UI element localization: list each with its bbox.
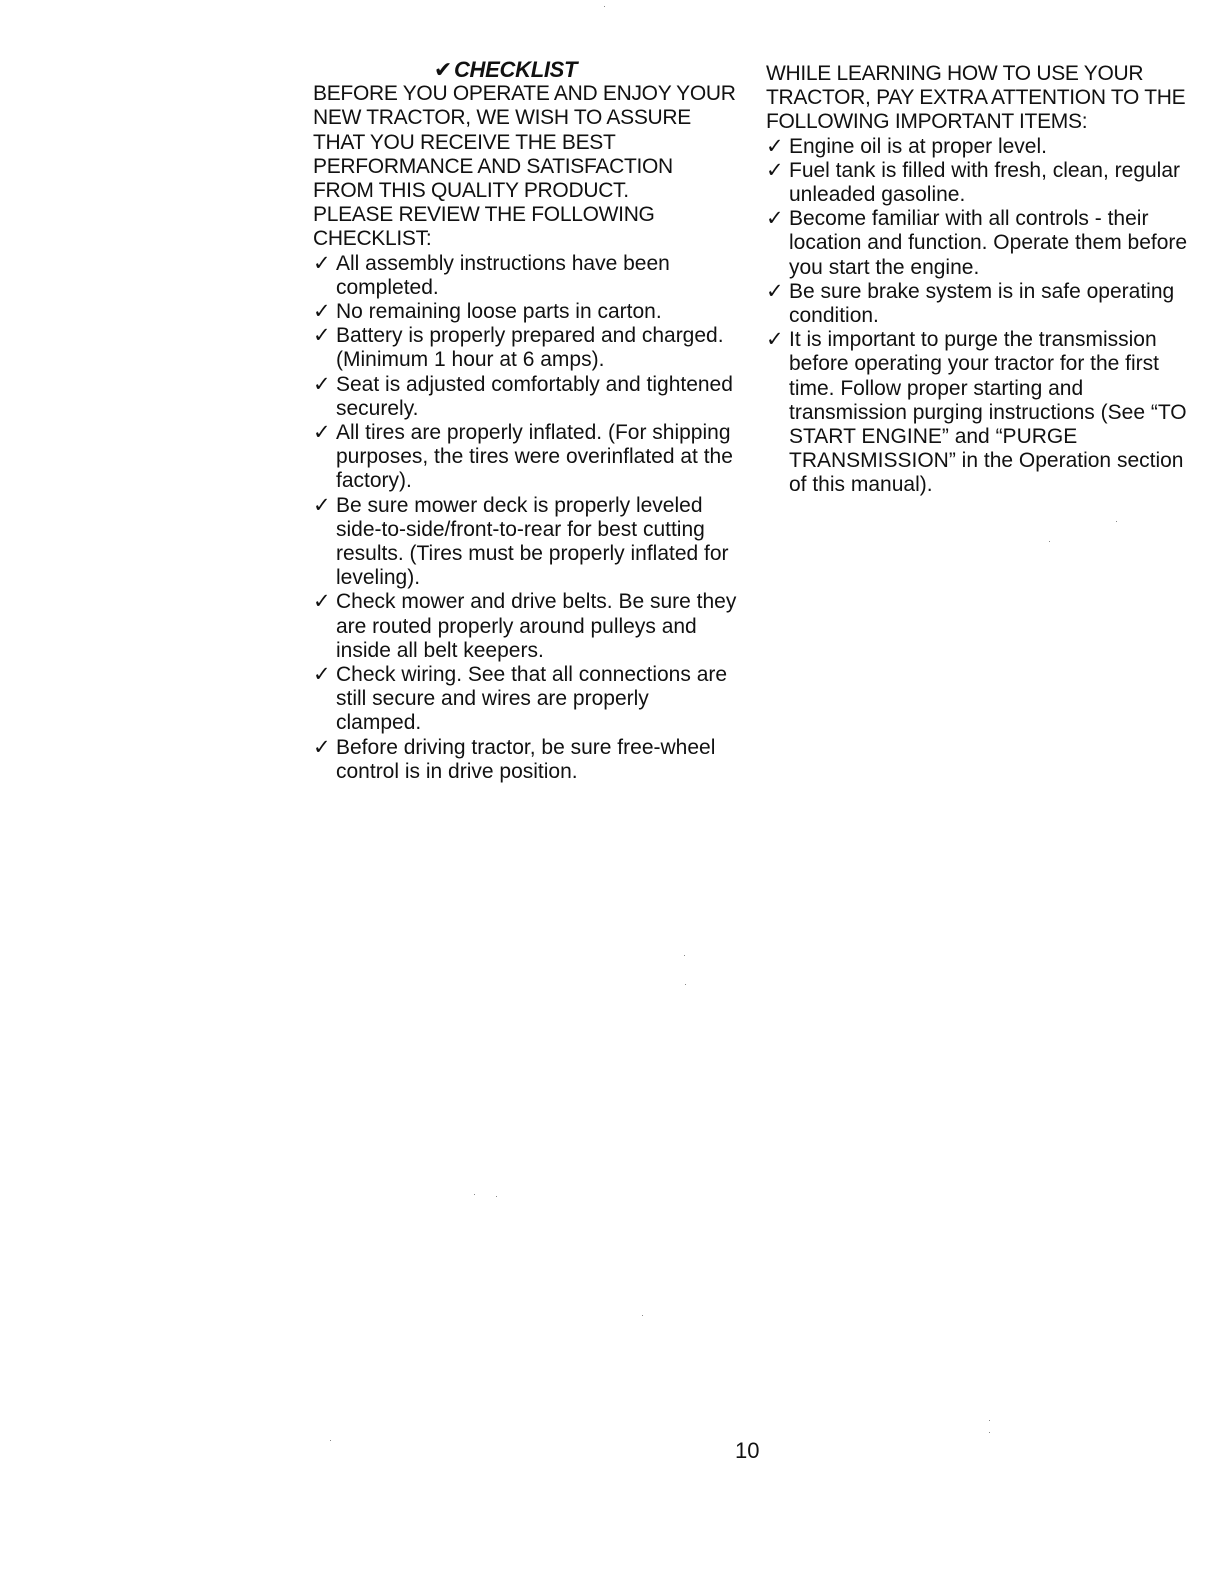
check-mark-icon: ✓	[766, 158, 784, 182]
list-item	[313, 663, 738, 736]
scan-speck	[642, 1315, 643, 1316]
check-mark-icon: ✓	[313, 372, 331, 396]
list-item	[313, 252, 738, 300]
left-column	[313, 58, 738, 784]
scan-speck	[474, 1194, 475, 1195]
check-mark-icon: ✔	[433, 57, 452, 82]
scan-speck	[604, 6, 605, 7]
checklist-intro: BEFORE YOU OPERATE AND ENJOY YOUR NEW TRACTOR, WE WISH TO ASSURE THAT YOU RECEIVE THE BEST PERFORMANCE AND SATISFACTION FROM THIS QUALITY PRODUCT.	[313, 82, 736, 203]
scan-speck	[685, 984, 686, 985]
list-item-text: Be sure brake system is in safe operating condition.	[789, 279, 1175, 328]
list-item-text: Become familiar with all controls - their location and function. Operate them before you start the engine.	[789, 207, 1188, 279]
check-mark-icon: ✓	[313, 251, 331, 275]
scan-speck	[1116, 521, 1117, 522]
list-item-text: Fuel tank is filled with fresh, clean, regular unleaded gasoline.	[789, 158, 1181, 207]
list-item-text: Before driving tractor, be sure free-wheel control is in drive position.	[336, 735, 716, 783]
scan-speck	[989, 1432, 990, 1433]
list-item-text: All tires are properly inflated. (For shipping purposes, the tires were overinflated at the factory).	[336, 421, 733, 493]
list-item-text: Battery is properly prepared and charged. (Minimum 1 hour at 6 amps).	[336, 324, 724, 372]
list-item-text: No remaining loose parts in carton.	[336, 300, 662, 324]
checklist-heading-text: CHECKLIST	[453, 57, 578, 82]
page-number: 10	[735, 1438, 760, 1463]
list-item	[766, 135, 1196, 159]
checklist-heading	[313, 58, 738, 82]
list-item	[313, 324, 738, 372]
check-mark-icon: ✓	[766, 279, 784, 303]
list-item	[766, 159, 1196, 207]
list-item	[313, 590, 738, 663]
check-mark-icon: ✓	[313, 663, 331, 687]
scan-speck	[989, 1420, 990, 1421]
list-item	[313, 736, 738, 784]
list-item-text: Seat is adjusted comfortably and tightened securely.	[336, 372, 733, 420]
check-mark-icon: ✓	[313, 493, 331, 517]
check-mark-icon: ✓	[766, 207, 784, 231]
check-mark-icon: ✓	[313, 300, 331, 324]
list-item-text: Check wiring. See that all connections are still secure and wires are properly clamped.	[336, 663, 728, 735]
list-item-text: It is important to purge the transmission before operating your tractor for the first time. Follow proper starting and transmission purging instructions (See “TO START ENGINE” and “PURGE TRANSMISSION” in the Operation section of this manual).	[789, 328, 1187, 497]
list-item	[313, 300, 738, 324]
list-item	[766, 207, 1196, 280]
pre-operation-checklist	[313, 252, 738, 784]
attention-intro: WHILE LEARNING HOW TO USE YOUR TRACTOR, PAY EXTRA ATTENTION TO THE FOLLOWING IMPORTANT ITEMS:	[766, 62, 1186, 134]
scan-speck	[496, 1196, 497, 1197]
attention-items-list	[766, 135, 1196, 498]
list-item-text: Engine oil is at proper level.	[789, 134, 1047, 158]
right-column	[766, 62, 1196, 498]
checklist-review-instruction: PLEASE REVIEW THE FOLLOWING CHECKLIST:	[313, 203, 655, 251]
scan-speck	[684, 955, 685, 956]
list-item	[313, 373, 738, 421]
list-item-text: All assembly instructions have been completed.	[336, 251, 670, 299]
list-item-text: Check mower and drive belts. Be sure they are routed properly around pulleys and inside all belt keepers.	[336, 590, 737, 662]
list-item-text: Be sure mower deck is properly leveled side-to-side/front-to-rear for best cutting results. (Tires must be properly inflated for leveling).	[336, 493, 729, 590]
scan-speck	[1049, 541, 1050, 542]
check-mark-icon: ✓	[313, 324, 331, 348]
scan-speck	[330, 1440, 331, 1441]
check-mark-icon: ✓	[766, 328, 784, 352]
check-mark-icon: ✓	[313, 421, 331, 445]
check-mark-icon: ✓	[313, 735, 331, 759]
list-item	[766, 328, 1196, 497]
check-mark-icon: ✓	[766, 134, 784, 158]
list-item	[313, 421, 738, 494]
check-mark-icon: ✓	[313, 590, 331, 614]
list-item	[766, 280, 1196, 328]
list-item	[313, 494, 738, 591]
